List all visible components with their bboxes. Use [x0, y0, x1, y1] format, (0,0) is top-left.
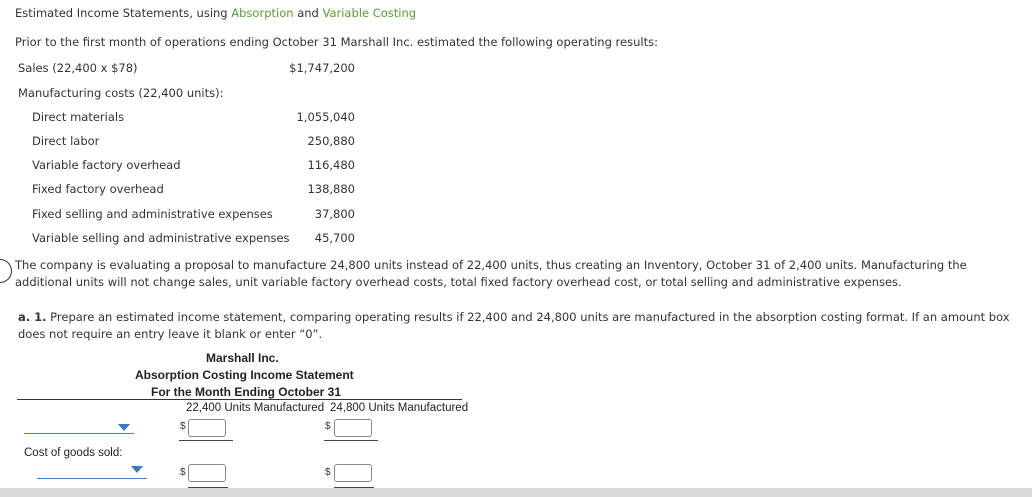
question-body: Prepare an estimated income statement, comparing operating results if 22,400 and 24,800 units are manufactured in the absorption costing format. If an amount box does not require an entry leave it blank or enter “0”.	[18, 310, 1010, 341]
amount-input-22400[interactable]	[188, 419, 226, 437]
statement-name: Absorption Costing Income Statement	[135, 368, 354, 382]
chevron-down-icon[interactable]	[131, 466, 143, 473]
total-underline	[324, 440, 378, 441]
cost-item-label: Direct materials	[32, 110, 125, 124]
horizontal-scrollbar[interactable]	[0, 488, 1032, 497]
amount-input-24800[interactable]	[334, 464, 372, 482]
column-header-22400: 22,400 Units Manufactured	[186, 402, 325, 414]
account-dropdown[interactable]	[24, 433, 134, 434]
cost-item-label: Direct labor	[32, 134, 100, 148]
chevron-down-icon[interactable]	[118, 424, 130, 431]
cost-item-value: 45,700	[314, 231, 355, 245]
account-dropdown[interactable]	[37, 478, 147, 479]
intro-text: Prior to the first month of operations ending October 31 Marshall Inc. estimated the following operating results:	[15, 35, 658, 49]
cost-item-value: 37,800	[314, 207, 355, 221]
column-header-24800: 24,800 Units Manufactured	[330, 402, 469, 414]
statement-company: Marshall Inc.	[206, 351, 279, 365]
cost-item-label: Variable factory overhead	[32, 158, 181, 172]
dollar-sign: $	[325, 421, 331, 432]
amount-input-24800[interactable]	[334, 419, 372, 437]
proposal-text: The company is evaluating a proposal to manufacture 24,800 units instead of 22,400 units, thus creating an Inventory, October 31 of 2,400 units. Manufacturing the additional units will not change sales, unit variable factory overhead costs, total fixed factory overhead cost, or total selling and administrative expenses.	[15, 258, 967, 289]
question-number: a. 1.	[18, 310, 47, 324]
title-and: and	[297, 6, 319, 20]
dollar-sign: $	[180, 421, 186, 432]
header-rule	[17, 399, 462, 400]
cost-item-label: Fixed selling and administrative expenses	[32, 207, 273, 221]
page-title	[15, 6, 416, 20]
cost-item-value: 1,055,040	[296, 110, 355, 124]
title-prefix: Estimated Income Statements, using	[15, 6, 228, 20]
cost-item-value: 250,880	[307, 134, 355, 148]
cost-item-value: 116,480	[307, 158, 355, 172]
cost-item-label: Fixed factory overhead	[32, 182, 164, 196]
total-underline	[179, 440, 233, 441]
question-text	[18, 309, 1018, 343]
dollar-sign: $	[325, 467, 331, 478]
cost-item-value: 138,880	[307, 182, 355, 196]
variable-costing-link[interactable]: Variable Costing	[322, 6, 417, 20]
dollar-sign: $	[180, 467, 186, 478]
mfg-costs-header: Manufacturing costs (22,400 units):	[18, 86, 224, 100]
statement-period: For the Month Ending October 31	[151, 385, 341, 399]
step-marker-circle	[0, 259, 12, 283]
sales-value: $1,747,200	[289, 61, 355, 75]
absorption-link[interactable]: Absorption	[231, 6, 294, 20]
amount-input-22400[interactable]	[188, 464, 226, 482]
cogs-label: Cost of goods sold:	[24, 447, 123, 459]
sales-label: Sales (22,400 x $78)	[18, 61, 138, 75]
cost-item-label: Variable selling and administrative expenses	[32, 231, 290, 245]
